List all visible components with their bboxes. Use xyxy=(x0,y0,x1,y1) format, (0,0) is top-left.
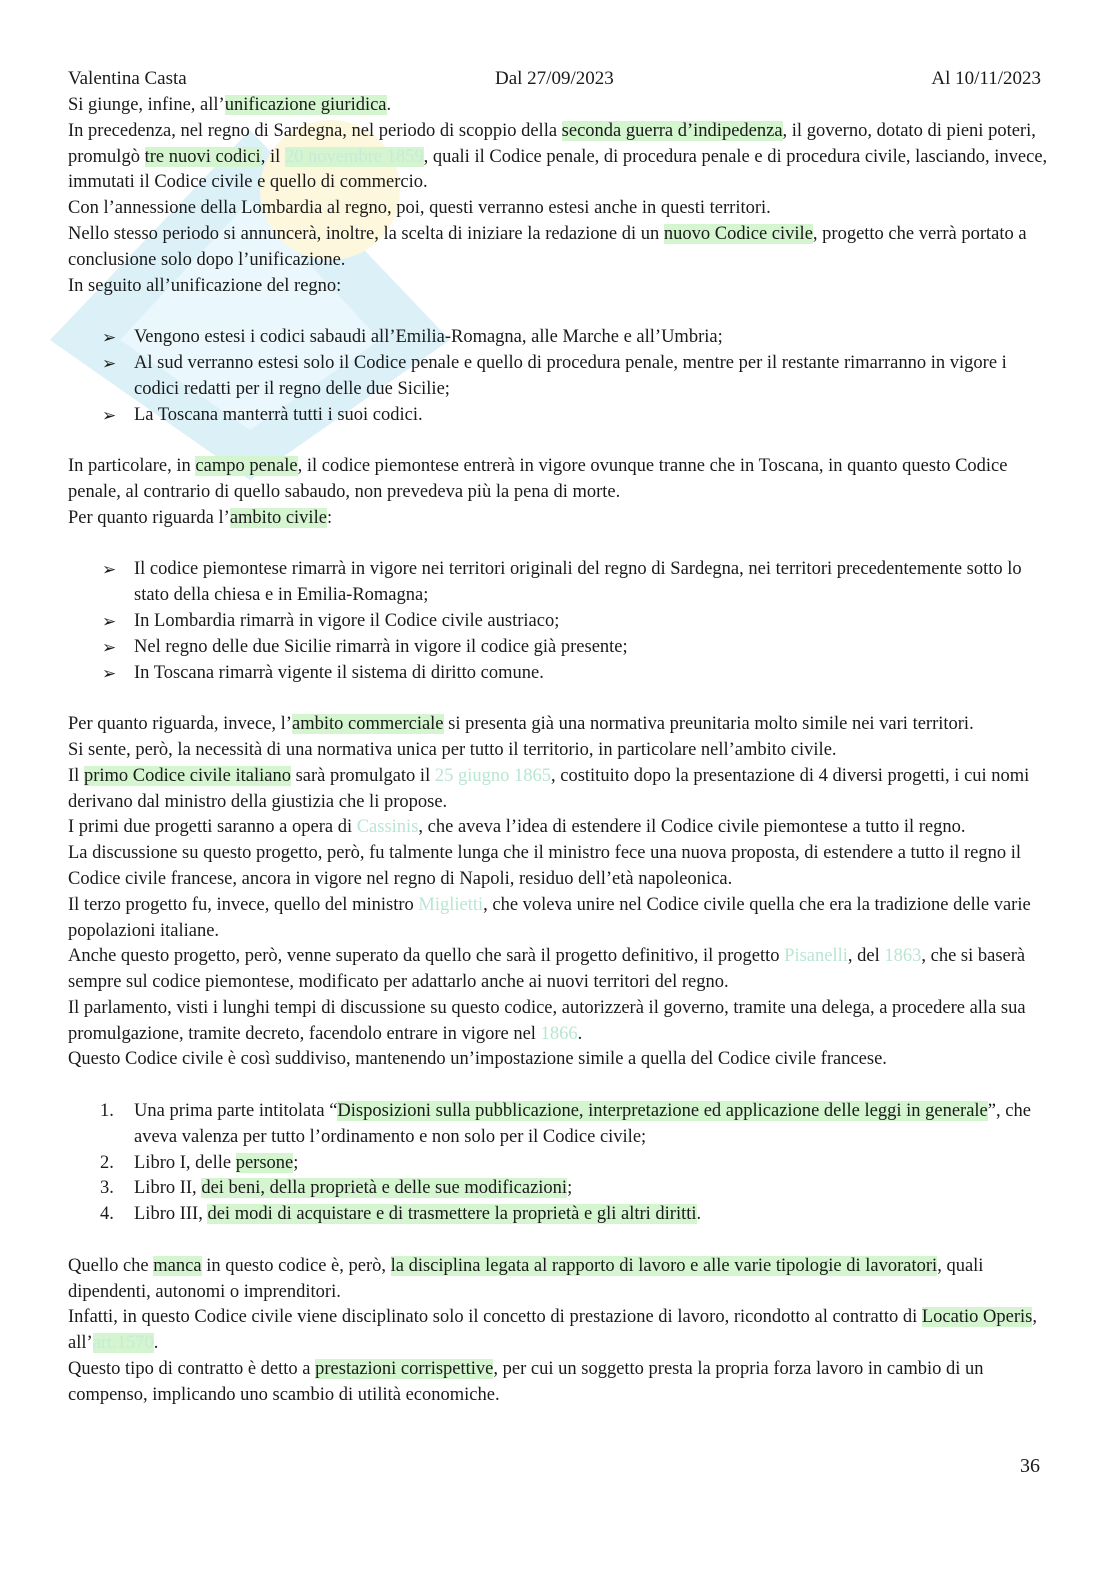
list-item: 1. Una prima parte intitolata “Disposizioni sulla pubblicazione, interpretazione ed applicazione delle leggi in generale”, che aveva valenza per tutto l’ordinamento e non solo per il Codice civile; xyxy=(100,1101,1031,1147)
faded-text: 25 giugno 1865 xyxy=(434,765,551,786)
paragraph: Infatti, in questo Codice civile viene disciplinato solo il concetto di prestazione di lavoro, ricondotto al contratto di Locatio Operis, all’art.1570. xyxy=(68,1307,1037,1354)
highlight: prestazioni corrispettive xyxy=(315,1359,494,1380)
paragraph: Si sente, però, la necessità di una normativa unica per tutto il territorio, in particolare nell’ambito civile. xyxy=(68,739,837,760)
list-item: 3. Libro II, dei beni, della proprietà e delle sue modificazioni; xyxy=(100,1178,573,1199)
paragraph: Si giunge, infine, all’unificazione giuridica. xyxy=(68,95,392,115)
paragraph: Nello stesso periodo si annuncerà, inoltre, la scelta di iniziare la redazione di un nuovo Codice civile, progetto che verrà portato a conclusione solo dopo l’unificazione. xyxy=(68,223,1027,270)
paragraph: Con l’annessione della Lombardia al regno, poi, questi verranno estesi anche in questi territori. xyxy=(68,198,771,219)
faded-text: Pisanelli xyxy=(784,946,848,967)
list-item: ➢ La Toscana manterrà tutti i suoi codici. xyxy=(134,403,1048,429)
paragraph: Questo Codice civile è così suddiviso, mantenendo un’impostazione simile a quella del Codice civile francese. xyxy=(68,1049,887,1070)
paragraph: In precedenza, nel regno di Sardegna, nel periodo di scoppio della seconda guerra d’indipedenza, il governo, dotato di pieni poteri, promulgò tre nuovi codici, il 20 novembre 1859, quali il Codice penale, di procedura penale e di procedura civile, lasciando, invece, immutati il Codice civile e quello di commercio. xyxy=(68,120,1048,193)
highlight: unificazione giuridica xyxy=(224,95,387,115)
arrow-bullet-icon: ➢ xyxy=(102,560,117,580)
list-item: ➢ In Toscana rimarrà vigente il sistema di diritto comune. xyxy=(134,661,1048,687)
header-date-from: Dal 27/09/2023 xyxy=(495,68,614,89)
highlight-faded: art.1570 xyxy=(92,1333,154,1354)
highlight: ambito commerciale xyxy=(291,714,444,735)
highlight: tre nuovi codici xyxy=(144,146,261,167)
list-item: ➢ Nel regno delle due Sicilie rimarrà in vigore il codice già presente; xyxy=(134,635,1048,661)
faded-text: Miglietti xyxy=(418,894,484,915)
paragraph: Il primo Codice civile italiano sarà promulgato il 25 giugno 1865, costituito dopo la presentazione di 4 diversi progetti, i cui nomi derivano dal ministro della giustizia che li propose. xyxy=(68,765,1030,812)
arrow-bullet-icon: ➢ xyxy=(102,663,117,683)
faded-text: 1866 xyxy=(540,1023,578,1044)
paragraph: I primi due progetti saranno a opera di Cassinis, che aveva l’idea di estendere il Codice civile piemontese a tutto il regno. xyxy=(68,817,966,838)
highlight: nuovo Codice civile xyxy=(663,223,813,244)
arrow-bullet-icon: ➢ xyxy=(102,611,117,631)
paragraph: Il terzo progetto fu, invece, quello del ministro Miglietti, che voleva unire nel Codice civile quella che era la tradizione delle varie popolazioni italiane. xyxy=(68,894,1031,941)
highlight: dei modi di acquistare e di trasmettere la proprietà e gli altri diritti xyxy=(207,1204,697,1225)
numbered-list xyxy=(68,1099,1048,1228)
list-item: ➢ Al sud verranno estesi solo il Codice penale e quello di procedura penale, mentre per il restante rimarranno in vigore i codici redatti per il regno delle due Sicilie; xyxy=(102,352,1007,399)
paragraph: La discussione su questo progetto, però, fu talmente lunga che il ministro fece una nuova proposta, di estendere a tutto il regno il Codice civile francese, ancora in vigore nel regno di Napoli, residuo dell’età napoleonica. xyxy=(68,843,1022,889)
highlight: manca xyxy=(153,1255,202,1276)
paragraph: Anche questo progetto, però, venne superato da quello che sarà il progetto definitivo, il progetto Pisanelli, del 1863, che si baserà sempre sul codice piemontese, modificato per adattarlo anche ai nuovi territori del regno. xyxy=(68,946,1026,993)
highlight: seconda guerra d’indipedenza xyxy=(561,120,783,141)
paragraph: Il parlamento, visti i lunghi tempi di discussione su questo codice, autorizzerà il governo, tramite una delega, a procedere alla sua promulgazione, tramite decreto, facendolo entrare in vigore nel 1866. xyxy=(68,997,1026,1044)
paragraph: In particolare, in campo penale, il codice piemontese entrerà in vigore ovunque tranne che in Toscana, in quanto questo Codice penale, al contrario di quello sabaudo, non prevedeva più la pena di morte. xyxy=(68,456,1008,502)
bullet-list xyxy=(68,325,1048,428)
bullet-list xyxy=(68,557,1048,686)
list-item: 2. Libro I, delle persone; xyxy=(100,1152,299,1173)
highlight: primo Codice civile italiano xyxy=(83,765,291,786)
highlight: persone xyxy=(235,1152,294,1173)
highlight-faded: 20 novembre 1859 xyxy=(284,146,424,167)
highlight: ambito civile xyxy=(229,507,327,528)
highlight: dei beni, della proprietà e delle sue modificazioni xyxy=(201,1178,568,1199)
list-item: ➢ Vengono estesi i codici sabaudi all’Emilia-Romagna, alle Marche e all’Umbria; xyxy=(134,325,1048,351)
header-author: Valentina Casta xyxy=(68,68,187,89)
faded-text: Cassinis xyxy=(356,817,419,838)
paragraph: Per quanto riguarda, invece, l’ambito commerciale si presenta già una normativa preunitaria molto simile nei vari territori. xyxy=(68,714,974,735)
paragraph: Questo tipo di contratto è detto a prestazioni corrispettive, per cui un soggetto presta la propria forza lavoro in cambio di un compenso, implicando uno scambio di utilità economiche. xyxy=(68,1359,984,1405)
list-item: ➢ In Lombardia rimarrà in vigore il Codice civile austriaco; xyxy=(134,609,1048,635)
arrow-bullet-icon: ➢ xyxy=(102,405,117,425)
highlight: Locatio Operis xyxy=(921,1307,1033,1328)
highlight: la disciplina legata al rapporto di lavoro e alle varie tipologie di lavoratori xyxy=(390,1255,938,1276)
page-number: 36 xyxy=(1020,1455,1040,1477)
highlight: Disposizioni sulla pubblicazione, interpretazione ed applicazione delle leggi in generale xyxy=(337,1101,988,1122)
highlight: campo penale xyxy=(195,456,298,477)
page-header xyxy=(68,68,1041,94)
arrow-bullet-icon: ➢ xyxy=(102,328,117,348)
arrow-bullet-icon: ➢ xyxy=(102,637,117,657)
header-date-to: Al 10/11/2023 xyxy=(931,68,1041,89)
paragraph: Per quanto riguarda l’ambito civile: xyxy=(68,507,333,528)
paragraph: In seguito all’unificazione del regno: xyxy=(68,275,342,296)
list-item: ➢ Il codice piemontese rimarrà in vigore nei territori originali del regno di Sardegna, nei territori precedentemente sotto lo stato della chiesa e in Emilia-Romagna; xyxy=(102,559,1022,606)
list-item: 4. Libro III, dei modi di acquistare e di trasmettere la proprietà e gli altri diritti. xyxy=(100,1204,702,1225)
paragraph: Quello che manca in questo codice è, però, la disciplina legata al rapporto di lavoro e alle varie tipologie di lavoratori, quali dipendenti, autonomi o imprenditori. xyxy=(68,1255,984,1302)
faded-text: 1863 xyxy=(884,946,922,967)
document-body xyxy=(68,93,1048,1409)
arrow-bullet-icon: ➢ xyxy=(102,353,117,373)
